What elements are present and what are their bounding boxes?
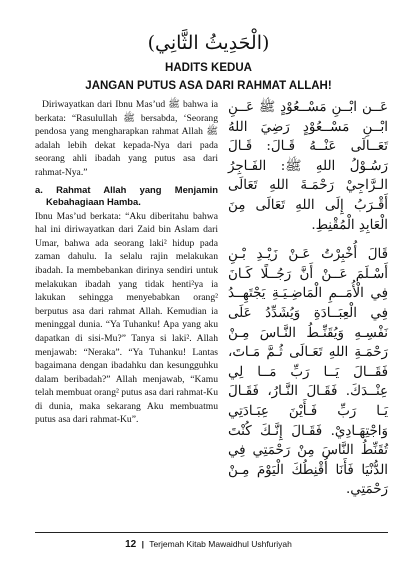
footer-divider bbox=[35, 532, 388, 533]
hadith-subheading: JANGAN PUTUS ASA DARI RAHMAT ALLAH! bbox=[85, 80, 332, 92]
page-number: 12 bbox=[125, 539, 137, 550]
translation-column bbox=[35, 98, 218, 427]
arabic-paragraph-2: قَالَ أُخْبِرْتُ عَـنْ زَيْـدِ بْـنِ أَسْـلَمَ عَــنْ أَنَّ رَجُــلًا كَـانَ فِي الْأُمَــمِ الْمَاضِـيَـةِ يَجْتَهِــدُ فِي الْعِبَــادَةِ وَيُشَدِّدُ عَلَى نَفْسِـهِ وَيُقَنِّـطُ النَّـاسَ مِـنْ رَحْمَـةِ اللهِ تَعَـالَى ثُـمَّ مَـاتَ، فَقَــالَ يَــا رَبِّ مَــا لِي عِنْــدَكَ. فَقَـالَ النَّـارُ، فَقَـالَ يَـا رَبِّ فَـأَيْنَ عِبَـادَتِي وَاجْتِهَـادِيْ. فَقَـالَ إِنَّـكَ كُنْتَ تُقَنِّطُ النَّاسَ مِنْ رَحْمَتِي فِي الدُّنْيَا فَأَنَا أُقْنِطُكَ الْيَوْمَ مِـنْ رَحْمَتِي. bbox=[228, 247, 388, 498]
translation-paragraph-2: Ibnu Mas’ud berkata: “Aku diberitahu bahwa hal ini diriwayatkan dari Zaid bin Aslam dari Umar, bahwa ada seorang laki² hidup pada zaman dahulu. Ia selalu rajin melakukan ibadah. Ia membebankan dirinya sendiri untuk melakukan ibadah yang tidak henti²ya ia lakukan sehingga menyebabkan orang² berputus asa dari rahmat Allah. Kemudian ia meninggal dunia. “Ya Tuhanku! Apa yang aku dapatkan di sisi-Mu?” Tanya si laki². Allah menjawab: “Neraka”. “Ya Tuhanku! Lantas bagaimana dengan ibadahku dan kesungguhku dalam beribadah?” Allah menjawab, “Kamu telah membuat orang² putus asa dari rahmat-Ku di dunia, maka sekarang Aku membuatmu putus asa dari rahmat-Ku”. bbox=[35, 210, 218, 426]
book-title: Terjemah Kitab Mawaidhul Ushfuriyah bbox=[149, 539, 292, 549]
footer-separator: | bbox=[141, 539, 144, 549]
arabic-text-column bbox=[228, 98, 388, 500]
section-heading: a. Rahmat Allah yang Menjamin Kebahagiaan Hamba. bbox=[35, 183, 218, 207]
arabic-paragraph-1: عَــن ابْــنِ مَسْــعُوْدٍ ﷺ عَــنِ ابْــنِ مَسْــعُوْدٍ رَضِيَ اللهُ تَعَــالَى عَنْــهُ قَـالَ: قَـالَ رَسُـوْلُ اللهِ ﷺ: الفَـاجِرُ الـرَّاجِيْ رَحْمَـةَ اللهِ تَعَالَى أَقْـرَبُ إِلَى اللهِ تَعَالَى مِنَ الْعَابِدِ الْمُقْنِطِ. bbox=[228, 100, 388, 233]
hadith-heading: HADITS KEDUA bbox=[165, 62, 252, 74]
arabic-hadith-title: (الْحَدِيثُ الثَّانِي) bbox=[147, 32, 270, 54]
translation-paragraph-1: Diriwayatkan dari Ibnu Mas’ud ﷺ bahwa ia berkata: “Rasulullah ﷺ bersabda, ‘Seorang pendosa yang mengharapkan rahmat Allah ﷺ adalah lebih dekat kepada-Nya dari pada seorang ahli ibadah yang putus asa dari rahmat-Nya.” bbox=[35, 99, 218, 178]
page-footer bbox=[0, 539, 417, 550]
